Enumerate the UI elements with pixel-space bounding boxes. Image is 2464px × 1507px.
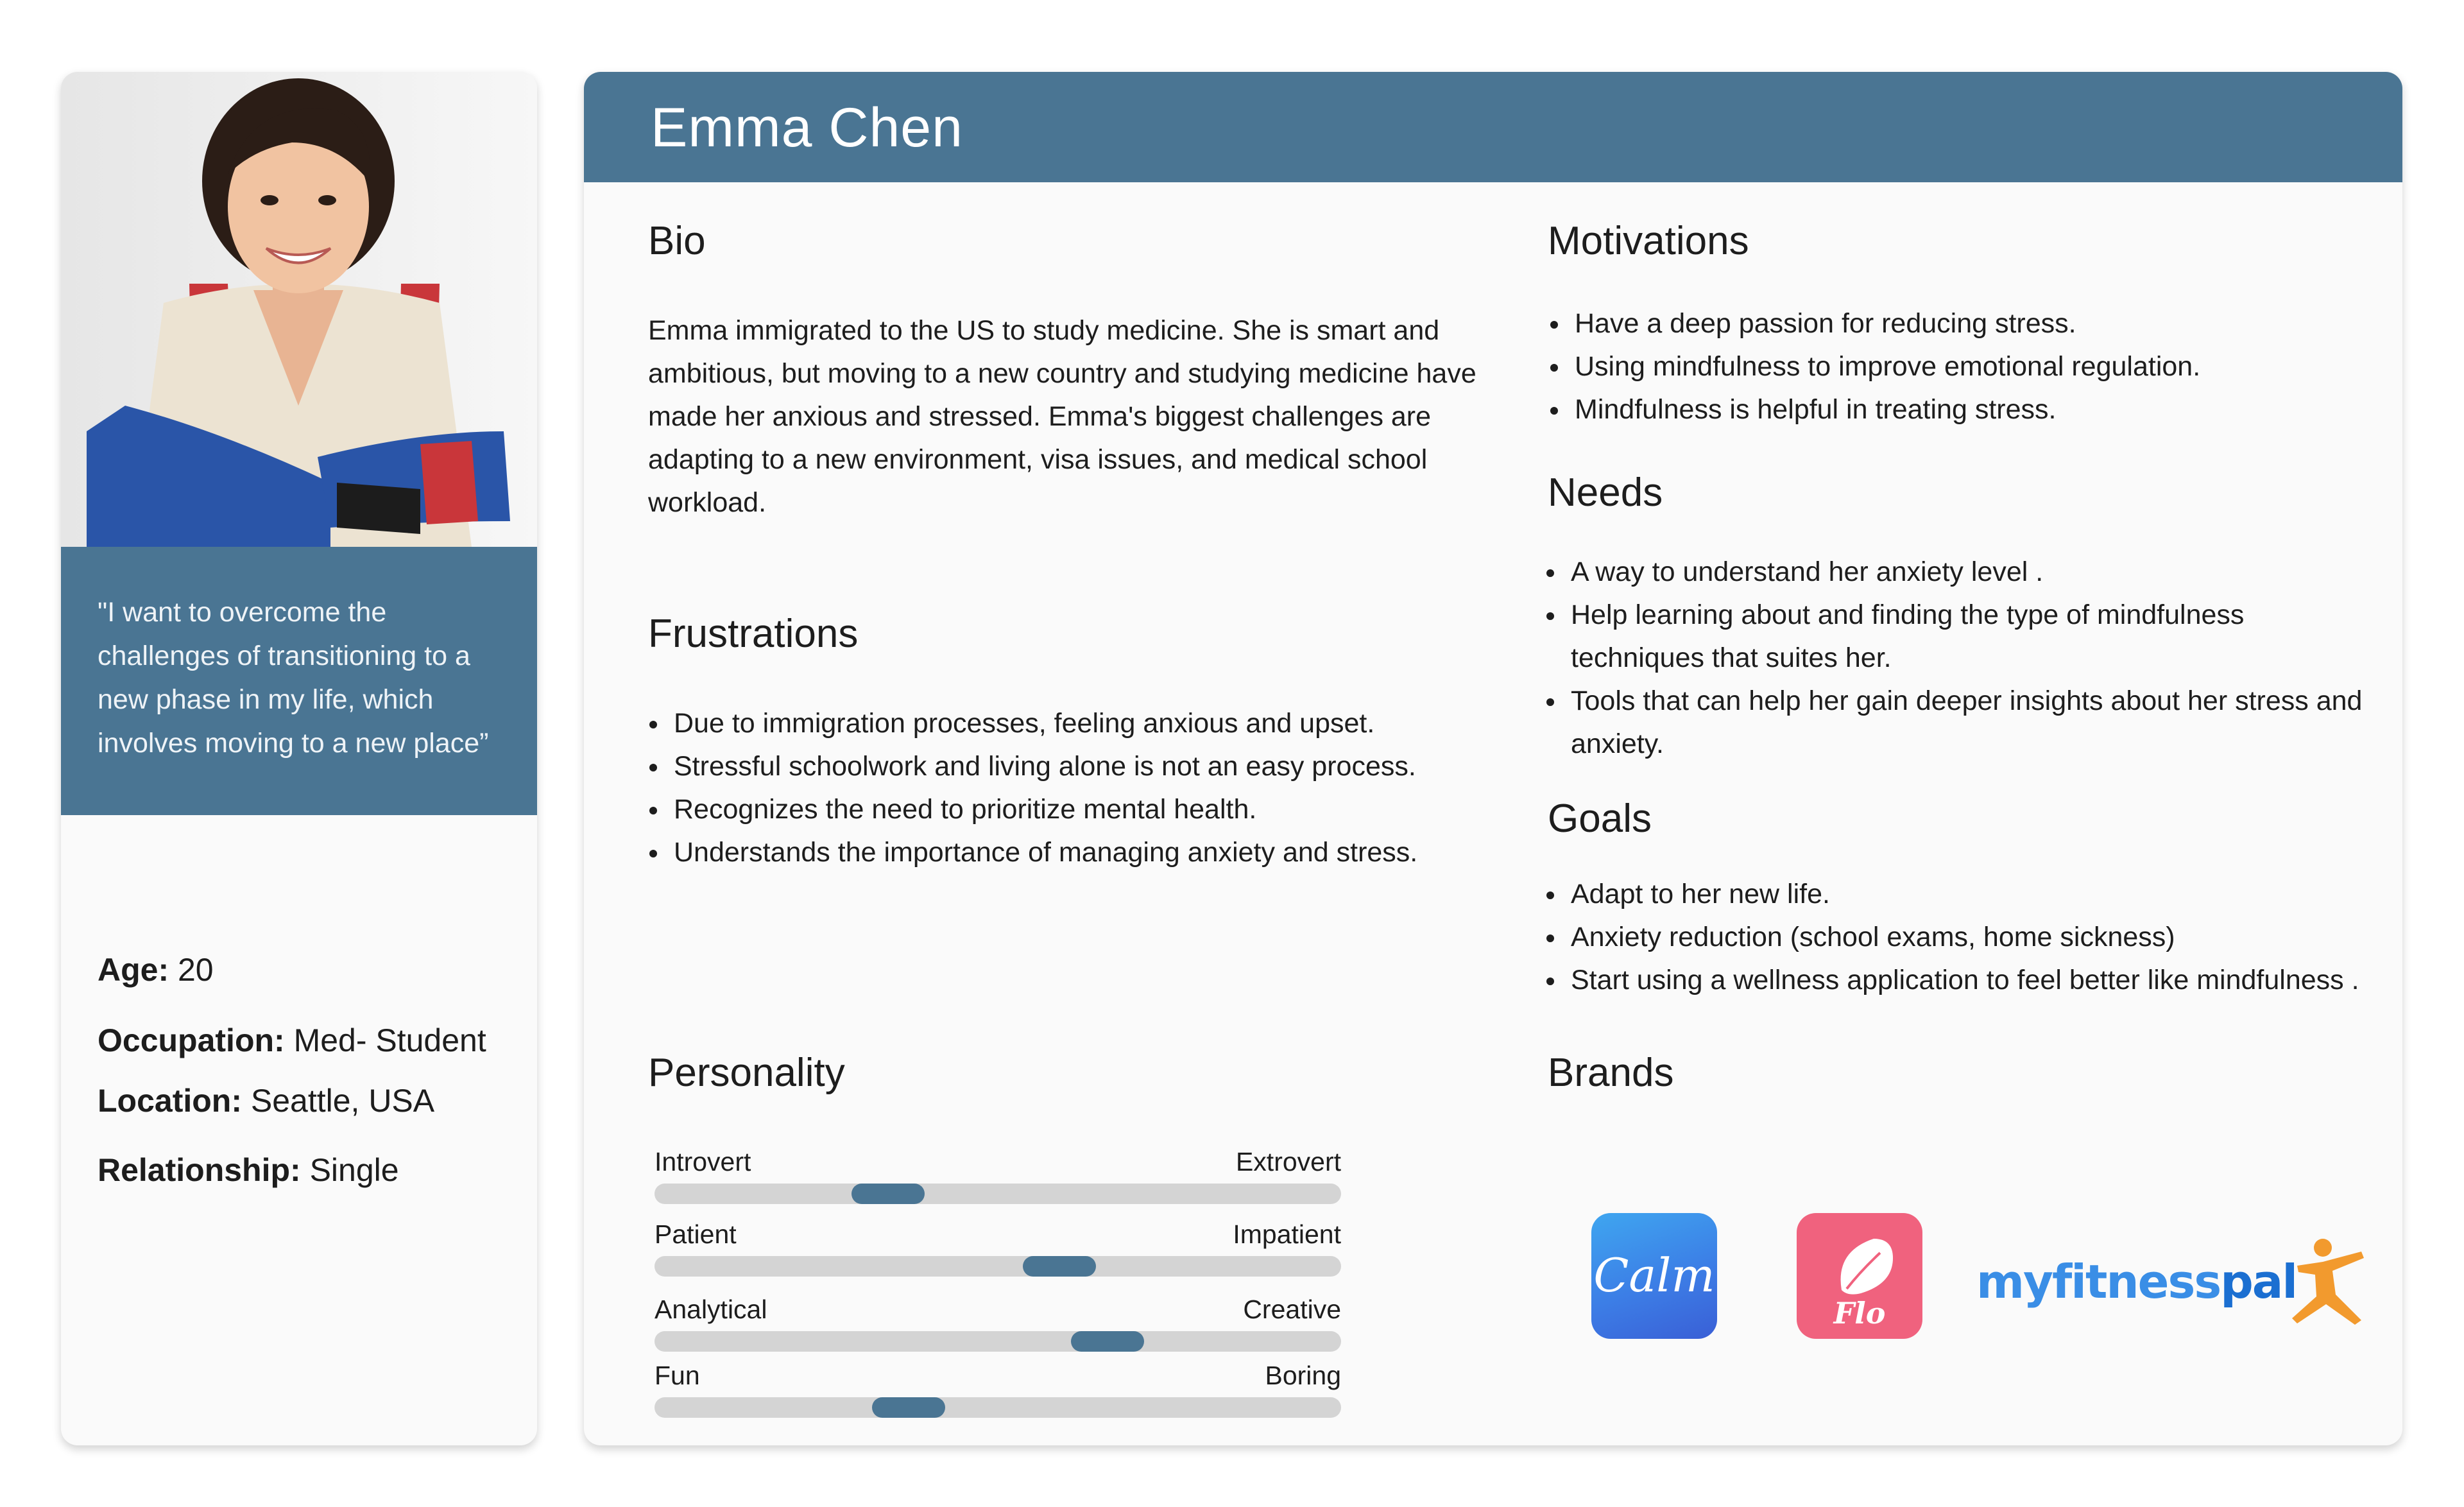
list-item: A way to understand her anxiety level . <box>1544 551 2378 594</box>
persona-quote: "I want to overcome the challenges of transitioning to a new phase in my life, which involves moving to a new place” <box>61 547 537 815</box>
fact-age-label: Age: <box>98 952 169 988</box>
goals-list <box>1544 873 2397 1002</box>
list-item: Anxiety reduction (school exams, home sickness) <box>1544 916 2397 959</box>
slider-thumb <box>872 1397 945 1418</box>
personality-title: Personality <box>648 1051 845 1095</box>
mfp-text-fitness: fitness <box>2051 1255 2221 1309</box>
list-item: Recognizes the need to prioritize mental health. <box>647 788 1481 831</box>
fact-occupation-label: Occupation: <box>98 1022 285 1058</box>
slider-track <box>654 1397 1341 1418</box>
slider-left-label: Fun <box>654 1361 700 1390</box>
slider-left-label: Introvert <box>654 1147 751 1176</box>
calm-logo-text: Calm <box>1593 1248 1715 1302</box>
bio-title: Bio <box>648 219 706 263</box>
profile-photo <box>61 72 537 547</box>
list-item: Tools that can help her gain deeper insights about her stress and anxiety. <box>1544 680 2378 766</box>
slider-right-label: Creative <box>1243 1295 1341 1324</box>
myfitnesspal-logo <box>1976 1234 2374 1330</box>
list-item: Have a deep passion for reducing stress. <box>1548 302 2382 345</box>
personality-slider <box>654 1295 1341 1365</box>
fact-occupation <box>98 1022 486 1059</box>
personality-slider <box>654 1361 1341 1431</box>
slider-thumb <box>1023 1256 1096 1277</box>
flo-logo-text: Flo <box>1833 1296 1886 1330</box>
slider-left-label: Analytical <box>654 1295 767 1324</box>
slider-thumb <box>1071 1331 1144 1352</box>
slider-track <box>654 1184 1341 1204</box>
brands-title: Brands <box>1548 1051 1674 1095</box>
list-item: Help learning about and finding the type of mindfulness techniques that suites her. <box>1544 594 2378 680</box>
slider-track <box>654 1331 1341 1352</box>
fact-relationship-value: Single <box>300 1152 399 1188</box>
fact-location <box>98 1082 434 1119</box>
needs-list <box>1544 551 2378 766</box>
mfp-text-pal: pal <box>2220 1255 2297 1309</box>
calm-logo <box>1591 1213 1717 1339</box>
fact-age-value: 20 <box>169 952 214 988</box>
personality-slider <box>654 1219 1341 1290</box>
list-item: Stressful schoolwork and living alone is not an easy process. <box>647 745 1481 788</box>
persona-name: Emma Chen <box>651 97 963 159</box>
frustrations-list <box>647 702 1481 874</box>
svg-text:myfitnesspal <box>1976 1255 2297 1309</box>
persona-header <box>584 72 2402 182</box>
slider-right-label: Extrovert <box>1235 1147 1341 1176</box>
personality-slider <box>654 1147 1341 1218</box>
motivations-list <box>1548 302 2382 431</box>
flo-logo <box>1797 1213 1922 1339</box>
mfp-text-my: my <box>1976 1255 2052 1309</box>
fact-age <box>98 951 214 988</box>
persona-details-card <box>584 72 2402 1445</box>
slider-right-label: Impatient <box>1233 1219 1341 1249</box>
needs-title: Needs <box>1548 470 1663 515</box>
list-item: Due to immigration processes, feeling anxious and upset. <box>647 702 1481 745</box>
frustrations-title: Frustrations <box>648 612 859 656</box>
slider-thumb <box>851 1184 925 1204</box>
list-item: Start using a wellness application to feel better like mindfulness . <box>1544 959 2397 1002</box>
runner-icon <box>2292 1239 2364 1325</box>
slider-left-label: Patient <box>654 1219 737 1249</box>
bio-text: Emma immigrated to the US to study medicine. She is smart and ambitious, but moving to a new country and studying medicine have made her anxious and stressed. Emma's biggest challenges are adapting to a new environment, visa issues, and medical school workload. <box>648 315 1476 518</box>
list-item: Mindfulness is helpful in treating stress. <box>1548 388 2382 431</box>
fact-relationship <box>98 1151 399 1189</box>
fact-location-label: Location: <box>98 1083 242 1119</box>
fact-location-value: Seattle, USA <box>241 1083 435 1119</box>
list-item: Understands the importance of managing anxiety and stress. <box>647 831 1481 874</box>
slider-right-label: Boring <box>1265 1361 1341 1390</box>
fact-occupation-value: Med- Student <box>284 1022 486 1058</box>
slider-track <box>654 1256 1341 1277</box>
list-item: Using mindfulness to improve emotional regulation. <box>1548 345 2382 388</box>
profile-card <box>61 72 537 1445</box>
fact-relationship-label: Relationship: <box>98 1152 301 1188</box>
motivations-title: Motivations <box>1548 219 1749 263</box>
list-item: Adapt to her new life. <box>1544 873 2397 916</box>
goals-title: Goals <box>1548 797 1652 841</box>
